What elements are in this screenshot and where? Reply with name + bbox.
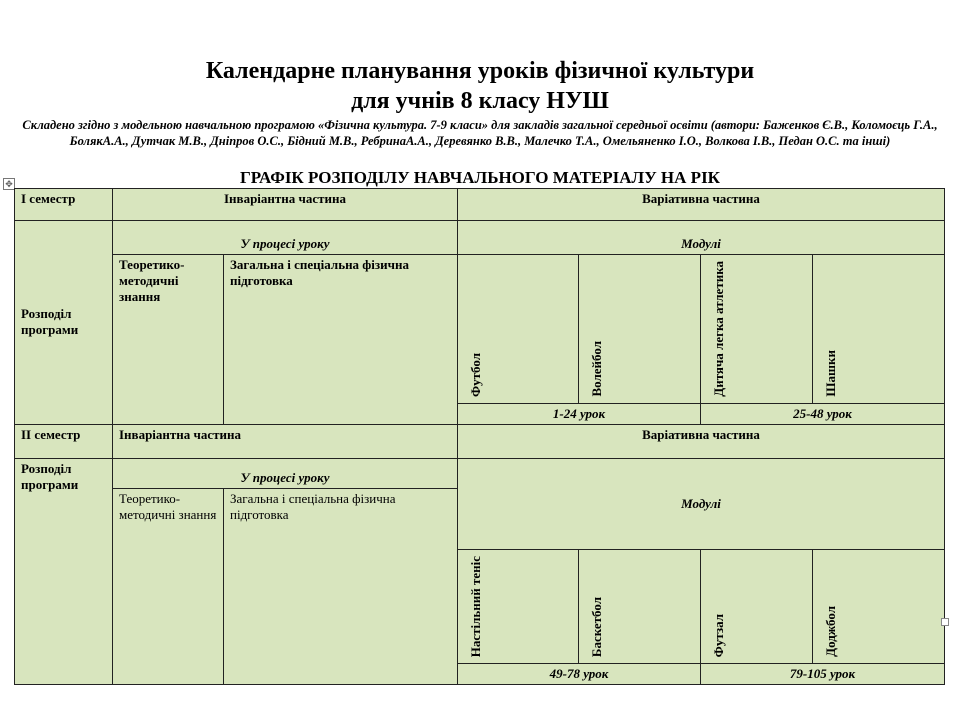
sem2-modules-header: Модулі — [458, 458, 945, 549]
sem2-module-2-label: Баскетбол — [589, 596, 604, 658]
sem1-modules-header: Модулі — [458, 221, 945, 255]
sem1-general-training: Загальна і спеціальна фізична підготовка — [224, 255, 458, 425]
sem2-module-1-label: Настільний теніс — [468, 555, 483, 658]
sem2-module-2 — [579, 549, 701, 663]
sem2-label: ІІ семестр — [15, 424, 113, 458]
sem2-header-row — [15, 424, 945, 458]
sem2-subheader-row — [15, 458, 945, 488]
sem1-in-lesson: У процесі уроку — [113, 221, 458, 255]
table-resize-handle[interactable] — [941, 618, 949, 626]
schedule-title: ГРАФІК РОЗПОДІЛУ НАВЧАЛЬНОГО МАТЕРІАЛУ НА РІК — [239, 168, 721, 187]
sem1-subheader-row — [15, 221, 945, 255]
sem1-content-row — [15, 255, 945, 404]
sem2-module-3-label: Футзал — [711, 613, 726, 658]
sem1-invariant-header: Інваріантна частина — [113, 189, 458, 221]
sem2-module-1 — [458, 549, 579, 663]
sem2-distribution-label: Розподіл програми — [15, 458, 113, 684]
sem2-module-4-label: Доджбол — [823, 606, 838, 658]
sem2-theory: Теоретико-методичні знання — [113, 488, 224, 684]
sem1-module-1 — [458, 255, 579, 404]
sem1-variative-header: Варіативна частина — [458, 189, 945, 221]
sem1-module-3 — [701, 255, 813, 404]
table-move-handle-icon[interactable]: ✥ — [3, 178, 15, 190]
sem1-module-4-label: Шашки — [823, 350, 838, 397]
sem1-module-4 — [813, 255, 945, 404]
distribution-table — [14, 188, 945, 685]
sem2-range-a: 49-78 урок — [458, 664, 701, 685]
sem1-range-b: 25-48 урок — [701, 403, 945, 424]
sem1-range-a: 1-24 урок — [458, 403, 701, 424]
program-reference: Складено згідно з модельною навчальною програмою «Фізична культура. 7-9 класи» для закладів загальної середньої освіти (автори: Баженков Є.В., Коломоєць Г.А., БолякА.А., Дутчак М.В., Дніпров О.С., Бідний М.В., РебринаА.А., Деревянко В.В., Малечко Т.А., Омельяненко І.О., Волкова І.В., Педан О.С. та інші) — [22, 118, 938, 148]
sem2-invariant-header: Інваріантна частина — [113, 424, 458, 458]
page-title: Календарне планування уроків фізичної культури — [205, 58, 755, 84]
sem1-header-row — [15, 189, 945, 221]
sem1-theory: Теоретико-методичні знання — [113, 255, 224, 425]
sem1-module-2-label: Волейбол — [589, 341, 604, 397]
sem1-label: І семестр — [15, 189, 113, 221]
sem2-module-4 — [813, 549, 945, 663]
sem2-variative-header: Варіативна частина — [458, 424, 945, 458]
sem1-module-3-label: Дитяча легка атлетика — [711, 261, 726, 397]
sem2-range-b: 79-105 урок — [701, 664, 945, 685]
sem2-module-3 — [701, 549, 813, 663]
sem1-module-1-label: Футбол — [468, 352, 483, 397]
sem2-in-lesson: У процесі уроку — [113, 458, 458, 488]
sem1-module-2 — [579, 255, 701, 404]
sem1-distribution-label: Розподіл програми — [15, 221, 113, 425]
sem2-general-training: Загальна і спеціальна фізична підготовка — [224, 488, 458, 684]
page-title-line2: для учнів 8 класу НУШ — [351, 88, 609, 114]
